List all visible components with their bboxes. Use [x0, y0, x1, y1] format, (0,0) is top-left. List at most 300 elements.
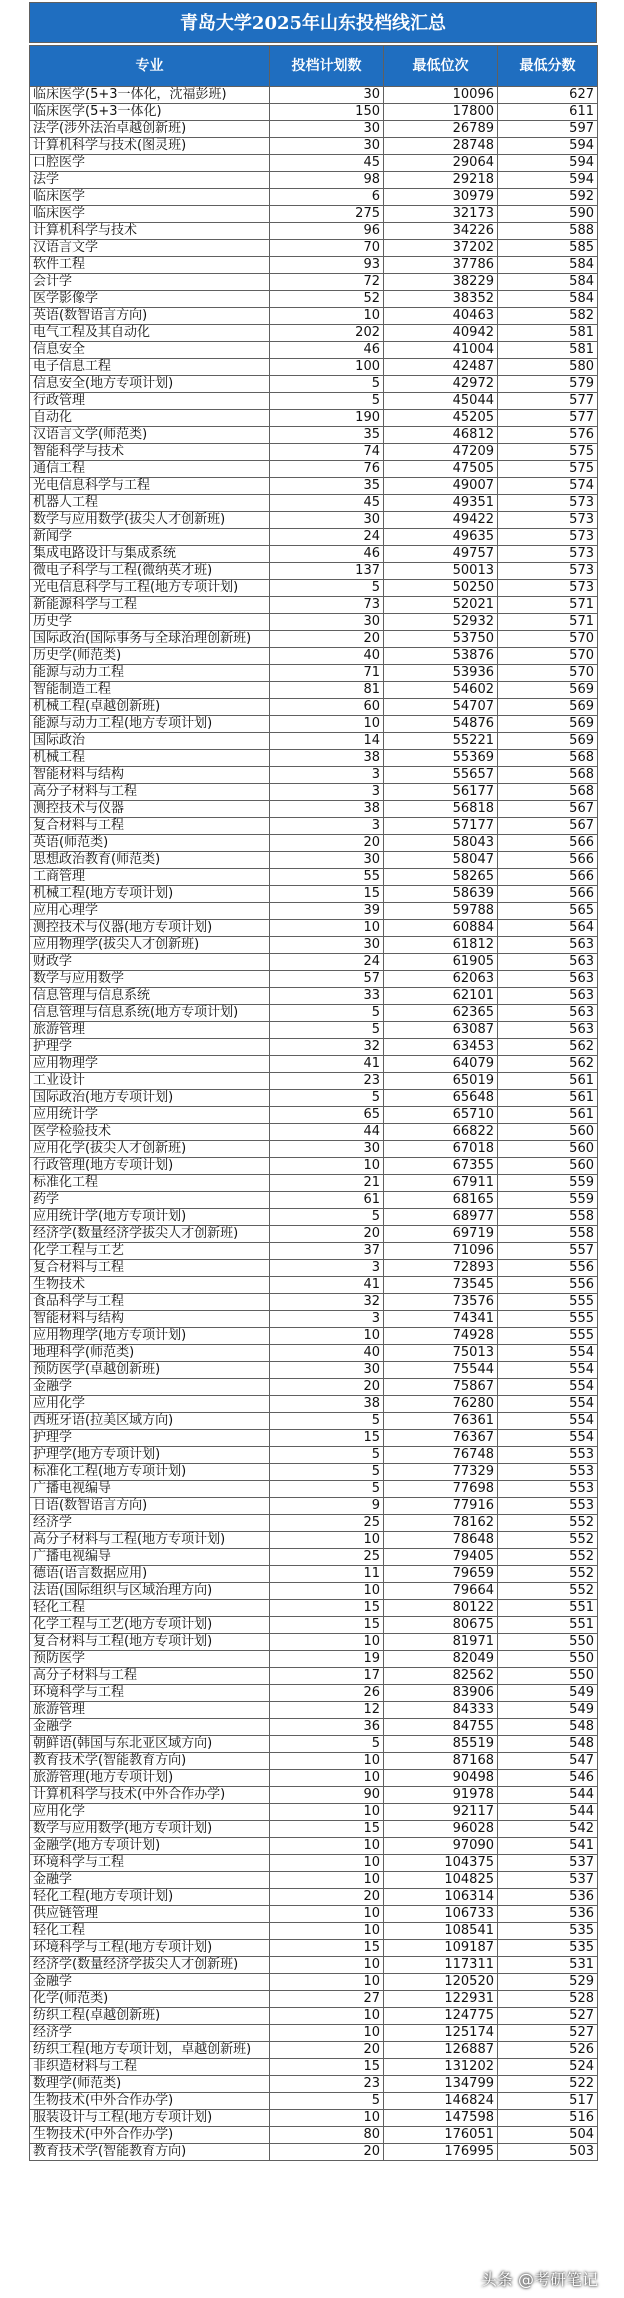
cell-plan-count: 15 — [270, 1940, 384, 1957]
cell-major: 工业设计 — [30, 1073, 270, 1090]
cell-min-rank: 87168 — [384, 1753, 498, 1770]
cell-plan-count: 70 — [270, 240, 384, 257]
cell-min-rank: 82562 — [384, 1668, 498, 1685]
cell-min-score: 569 — [498, 682, 598, 699]
cell-min-score: 529 — [498, 1974, 598, 1991]
cell-plan-count: 20 — [270, 1379, 384, 1396]
cell-major: 会计学 — [30, 274, 270, 291]
cell-major: 复合材料与工程 — [30, 1260, 270, 1277]
cell-major: 软件工程 — [30, 257, 270, 274]
cell-major: 应用物理学(地方专项计划) — [30, 1328, 270, 1345]
table-row — [30, 801, 598, 818]
table-row — [30, 359, 598, 376]
cell-major: 旅游管理 — [30, 1022, 270, 1039]
cell-plan-count: 38 — [270, 1396, 384, 1413]
cell-plan-count: 5 — [270, 1464, 384, 1481]
cell-min-rank: 176995 — [384, 2144, 498, 2161]
cell-min-score: 561 — [498, 1073, 598, 1090]
cell-min-rank: 79405 — [384, 1549, 498, 1566]
table-row — [30, 1940, 598, 1957]
cell-plan-count: 14 — [270, 733, 384, 750]
table-row — [30, 1991, 598, 2008]
cell-min-score: 611 — [498, 104, 598, 121]
cell-min-score: 573 — [498, 512, 598, 529]
cell-min-rank: 52932 — [384, 614, 498, 631]
cell-min-score: 560 — [498, 1124, 598, 1141]
cell-major: 临床医学 — [30, 189, 270, 206]
table-row — [30, 546, 598, 563]
cell-major: 法学(涉外法治卓越创新班) — [30, 121, 270, 138]
table-row — [30, 1413, 598, 1430]
table-row — [30, 138, 598, 155]
cell-major: 能源与动力工程 — [30, 665, 270, 682]
cell-major: 自动化 — [30, 410, 270, 427]
cell-min-rank: 50250 — [384, 580, 498, 597]
cell-min-rank: 74928 — [384, 1328, 498, 1345]
table-row — [30, 716, 598, 733]
cell-major: 国际政治(国际事务与全球治理创新班) — [30, 631, 270, 648]
cell-min-score: 550 — [498, 1634, 598, 1651]
cell-major: 朝鲜语(韩国与东北亚区域方向) — [30, 1736, 270, 1753]
cell-min-score: 580 — [498, 359, 598, 376]
cell-min-rank: 38352 — [384, 291, 498, 308]
table-row — [30, 1685, 598, 1702]
cell-min-rank: 62365 — [384, 1005, 498, 1022]
cell-min-rank: 49422 — [384, 512, 498, 529]
cell-min-score: 553 — [498, 1447, 598, 1464]
cell-major: 供应链管理 — [30, 1906, 270, 1923]
cell-plan-count: 3 — [270, 1260, 384, 1277]
cell-plan-count: 32 — [270, 1294, 384, 1311]
cell-min-score: 594 — [498, 155, 598, 172]
cell-plan-count: 10 — [270, 1804, 384, 1821]
cell-min-score: 553 — [498, 1498, 598, 1515]
cell-major: 临床医学 — [30, 206, 270, 223]
table-row — [30, 1277, 598, 1294]
cell-plan-count: 5 — [270, 1022, 384, 1039]
cell-min-rank: 57177 — [384, 818, 498, 835]
table-row — [30, 393, 598, 410]
table-row — [30, 1362, 598, 1379]
cell-plan-count: 35 — [270, 478, 384, 495]
cell-min-score: 585 — [498, 240, 598, 257]
cell-plan-count: 30 — [270, 87, 384, 104]
table-row — [30, 1974, 598, 1991]
cell-plan-count: 10 — [270, 1838, 384, 1855]
cell-plan-count: 15 — [270, 2059, 384, 2076]
cell-major: 法语(国际组织与区域治理方向) — [30, 1583, 270, 1600]
cell-min-score: 556 — [498, 1260, 598, 1277]
cell-major: 高分子材料与工程(地方专项计划) — [30, 1532, 270, 1549]
cell-min-rank: 49635 — [384, 529, 498, 546]
cell-min-rank: 42487 — [384, 359, 498, 376]
table-row — [30, 1736, 598, 1753]
cell-min-rank: 104825 — [384, 1872, 498, 1889]
cell-plan-count: 41 — [270, 1056, 384, 1073]
cell-min-rank: 74341 — [384, 1311, 498, 1328]
table-row — [30, 172, 598, 189]
cell-min-score: 531 — [498, 1957, 598, 1974]
table-row — [30, 648, 598, 665]
table-row — [30, 2127, 598, 2144]
cell-min-score: 516 — [498, 2110, 598, 2127]
table-row — [30, 1073, 598, 1090]
cell-plan-count: 5 — [270, 1090, 384, 1107]
table-row — [30, 818, 598, 835]
cell-min-rank: 37786 — [384, 257, 498, 274]
cell-major: 环境科学与工程 — [30, 1685, 270, 1702]
table-row — [30, 2110, 598, 2127]
cell-plan-count: 10 — [270, 1328, 384, 1345]
cell-plan-count: 38 — [270, 801, 384, 818]
cell-min-rank: 77329 — [384, 1464, 498, 1481]
cell-min-score: 569 — [498, 699, 598, 716]
cell-min-rank: 71096 — [384, 1243, 498, 1260]
cell-major: 应用统计学 — [30, 1107, 270, 1124]
cell-min-score: 535 — [498, 1940, 598, 1957]
cell-min-score: 541 — [498, 1838, 598, 1855]
cell-min-score: 542 — [498, 1821, 598, 1838]
cell-min-score: 567 — [498, 818, 598, 835]
table-row — [30, 512, 598, 529]
cell-min-rank: 50013 — [384, 563, 498, 580]
cell-min-rank: 134799 — [384, 2076, 498, 2093]
cell-major: 非织造材料与工程 — [30, 2059, 270, 2076]
cell-min-score: 555 — [498, 1294, 598, 1311]
cell-major: 经济学(数量经济学拔尖人才创新班) — [30, 1226, 270, 1243]
cell-major: 信息管理与信息系统(地方专项计划) — [30, 1005, 270, 1022]
cell-min-rank: 63453 — [384, 1039, 498, 1056]
cell-major: 通信工程 — [30, 461, 270, 478]
cell-min-rank: 58043 — [384, 835, 498, 852]
cell-major: 国际政治(地方专项计划) — [30, 1090, 270, 1107]
table-row — [30, 1906, 598, 1923]
cell-major: 广播电视编导 — [30, 1549, 270, 1566]
cell-major: 生物技术 — [30, 1277, 270, 1294]
cell-min-rank: 29064 — [384, 155, 498, 172]
cell-major: 旅游管理(地方专项计划) — [30, 1770, 270, 1787]
table-row — [30, 1753, 598, 1770]
cell-plan-count: 15 — [270, 1600, 384, 1617]
table-row — [30, 937, 598, 954]
table-row — [30, 1209, 598, 1226]
cell-min-rank: 117311 — [384, 1957, 498, 1974]
cell-plan-count: 10 — [270, 1753, 384, 1770]
table-row — [30, 1039, 598, 1056]
cell-plan-count: 10 — [270, 308, 384, 325]
cell-plan-count: 20 — [270, 631, 384, 648]
cell-min-rank: 90498 — [384, 1770, 498, 1787]
table-row — [30, 1804, 598, 1821]
cell-plan-count: 10 — [270, 1923, 384, 1940]
cell-plan-count: 44 — [270, 1124, 384, 1141]
cell-major: 英语(数智语言方向) — [30, 308, 270, 325]
table-row — [30, 2059, 598, 2076]
cell-major: 医学检验技术 — [30, 1124, 270, 1141]
cell-min-rank: 65019 — [384, 1073, 498, 1090]
table-row — [30, 1617, 598, 1634]
cell-min-score: 584 — [498, 291, 598, 308]
cell-min-rank: 96028 — [384, 1821, 498, 1838]
cell-min-score: 550 — [498, 1651, 598, 1668]
cell-min-rank: 29218 — [384, 172, 498, 189]
cell-major: 机器人工程 — [30, 495, 270, 512]
cell-plan-count: 12 — [270, 1702, 384, 1719]
cell-plan-count: 40 — [270, 1345, 384, 1362]
cell-min-score: 535 — [498, 1923, 598, 1940]
cell-plan-count: 30 — [270, 614, 384, 631]
cell-min-score: 560 — [498, 1158, 598, 1175]
cell-plan-count: 35 — [270, 427, 384, 444]
cell-major: 生物技术(中外合作办学) — [30, 2093, 270, 2110]
cell-major: 复合材料与工程(地方专项计划) — [30, 1634, 270, 1651]
cell-plan-count: 25 — [270, 1515, 384, 1532]
cell-min-score: 592 — [498, 189, 598, 206]
table-row — [30, 1294, 598, 1311]
table-row — [30, 1464, 598, 1481]
cell-min-score: 558 — [498, 1226, 598, 1243]
cell-min-rank: 41004 — [384, 342, 498, 359]
cell-min-score: 563 — [498, 1022, 598, 1039]
table-row — [30, 665, 598, 682]
cell-major: 生物技术(中外合作办学) — [30, 2127, 270, 2144]
cell-major: 信息安全 — [30, 342, 270, 359]
cell-major: 智能材料与结构 — [30, 1311, 270, 1328]
cell-min-rank: 55657 — [384, 767, 498, 784]
table-row — [30, 580, 598, 597]
table-row — [30, 2008, 598, 2025]
cell-min-rank: 30979 — [384, 189, 498, 206]
cell-min-score: 536 — [498, 1906, 598, 1923]
cell-plan-count: 10 — [270, 1634, 384, 1651]
table-row — [30, 1838, 598, 1855]
table-row — [30, 1260, 598, 1277]
cell-plan-count: 10 — [270, 1974, 384, 1991]
cell-major: 微电子科学与工程(微纳英才班) — [30, 563, 270, 580]
cell-min-rank: 54602 — [384, 682, 498, 699]
cell-plan-count: 24 — [270, 529, 384, 546]
cell-min-score: 563 — [498, 1005, 598, 1022]
table-row — [30, 342, 598, 359]
cell-plan-count: 6 — [270, 189, 384, 206]
table-row — [30, 1957, 598, 1974]
cell-major: 信息安全(地方专项计划) — [30, 376, 270, 393]
table-row — [30, 1515, 598, 1532]
cell-min-score: 553 — [498, 1464, 598, 1481]
cell-min-score: 627 — [498, 87, 598, 104]
cell-plan-count: 36 — [270, 1719, 384, 1736]
cell-min-score: 561 — [498, 1090, 598, 1107]
table-row — [30, 1719, 598, 1736]
cell-min-rank: 54707 — [384, 699, 498, 716]
cell-plan-count: 30 — [270, 138, 384, 155]
cell-plan-count: 5 — [270, 1736, 384, 1753]
cell-plan-count: 27 — [270, 1991, 384, 2008]
table-row — [30, 2093, 598, 2110]
cell-plan-count: 190 — [270, 410, 384, 427]
cell-major: 纺织工程(卓越创新班) — [30, 2008, 270, 2025]
table-row — [30, 954, 598, 971]
cell-major: 日语(数智语言方向) — [30, 1498, 270, 1515]
cell-major: 应用化学 — [30, 1804, 270, 1821]
cell-major: 汉语言文学 — [30, 240, 270, 257]
table-row — [30, 1311, 598, 1328]
table-row — [30, 1328, 598, 1345]
table-row — [30, 614, 598, 631]
cell-plan-count: 10 — [270, 1906, 384, 1923]
cell-plan-count: 25 — [270, 1549, 384, 1566]
cell-major: 地理科学(师范类) — [30, 1345, 270, 1362]
cell-major: 财政学 — [30, 954, 270, 971]
cell-plan-count: 5 — [270, 1447, 384, 1464]
table-row — [30, 1600, 598, 1617]
cell-min-score: 554 — [498, 1379, 598, 1396]
cell-major: 机械工程 — [30, 750, 270, 767]
cell-min-score: 574 — [498, 478, 598, 495]
cell-min-score: 594 — [498, 172, 598, 189]
cell-plan-count: 52 — [270, 291, 384, 308]
cell-min-rank: 68165 — [384, 1192, 498, 1209]
table-row — [30, 835, 598, 852]
cell-min-rank: 42972 — [384, 376, 498, 393]
cell-min-score: 576 — [498, 427, 598, 444]
table-row — [30, 597, 598, 614]
cell-min-rank: 53876 — [384, 648, 498, 665]
cell-plan-count: 17 — [270, 1668, 384, 1685]
cell-plan-count: 5 — [270, 393, 384, 410]
cell-min-rank: 65710 — [384, 1107, 498, 1124]
cell-min-rank: 38229 — [384, 274, 498, 291]
cell-major: 机械工程(地方专项计划) — [30, 886, 270, 903]
cell-plan-count: 30 — [270, 937, 384, 954]
cell-min-rank: 106733 — [384, 1906, 498, 1923]
cell-min-score: 554 — [498, 1345, 598, 1362]
cell-min-score: 563 — [498, 937, 598, 954]
cell-min-score: 526 — [498, 2042, 598, 2059]
table-row — [30, 1566, 598, 1583]
cell-major: 旅游管理 — [30, 1702, 270, 1719]
cell-min-rank: 66822 — [384, 1124, 498, 1141]
cell-min-rank: 82049 — [384, 1651, 498, 1668]
cell-major: 经济学 — [30, 1515, 270, 1532]
cell-min-rank: 54876 — [384, 716, 498, 733]
cell-plan-count: 74 — [270, 444, 384, 461]
cell-min-score: 559 — [498, 1192, 598, 1209]
table-row — [30, 1056, 598, 1073]
cell-min-score: 517 — [498, 2093, 598, 2110]
cell-min-score: 522 — [498, 2076, 598, 2093]
cell-min-score: 573 — [498, 529, 598, 546]
cell-major: 新能源科学与工程 — [30, 597, 270, 614]
table-row — [30, 1583, 598, 1600]
cell-plan-count: 76 — [270, 461, 384, 478]
cell-min-score: 554 — [498, 1430, 598, 1447]
cell-major: 环境科学与工程 — [30, 1855, 270, 1872]
cell-plan-count: 3 — [270, 1311, 384, 1328]
cell-min-rank: 53936 — [384, 665, 498, 682]
cell-major: 服装设计与工程(地方专项计划) — [30, 2110, 270, 2127]
cell-major: 法学 — [30, 172, 270, 189]
cell-major: 光电信息科学与工程 — [30, 478, 270, 495]
cell-major: 临床医学(5+3一体化) — [30, 104, 270, 121]
cell-major: 护理学 — [30, 1430, 270, 1447]
cell-min-score: 552 — [498, 1583, 598, 1600]
cell-min-score: 554 — [498, 1413, 598, 1430]
cell-min-rank: 147598 — [384, 2110, 498, 2127]
cell-major: 电子信息工程 — [30, 359, 270, 376]
cell-min-rank: 49757 — [384, 546, 498, 563]
cell-major: 标准化工程(地方专项计划) — [30, 1464, 270, 1481]
cell-min-score: 581 — [498, 342, 598, 359]
table-row — [30, 1090, 598, 1107]
table-row — [30, 1889, 598, 1906]
cell-min-score: 573 — [498, 495, 598, 512]
cell-plan-count: 30 — [270, 1141, 384, 1158]
cell-major: 信息管理与信息系统 — [30, 988, 270, 1005]
cell-plan-count: 80 — [270, 2127, 384, 2144]
table-row — [30, 2076, 598, 2093]
cell-min-rank: 76748 — [384, 1447, 498, 1464]
cell-min-score: 573 — [498, 546, 598, 563]
table-row — [30, 1872, 598, 1889]
table-row — [30, 427, 598, 444]
table-row — [30, 325, 598, 342]
cell-min-score: 553 — [498, 1481, 598, 1498]
cell-min-score: 504 — [498, 2127, 598, 2144]
cell-plan-count: 10 — [270, 1770, 384, 1787]
cell-min-rank: 56818 — [384, 801, 498, 818]
cell-plan-count: 10 — [270, 2025, 384, 2042]
table-row — [30, 869, 598, 886]
cell-plan-count: 26 — [270, 1685, 384, 1702]
cell-major: 临床医学(5+3一体化，沈福彭班) — [30, 87, 270, 104]
cell-min-score: 573 — [498, 563, 598, 580]
table-row — [30, 852, 598, 869]
cell-plan-count: 5 — [270, 1481, 384, 1498]
cell-major: 智能材料与结构 — [30, 767, 270, 784]
cell-plan-count: 72 — [270, 274, 384, 291]
cell-min-rank: 45044 — [384, 393, 498, 410]
cell-min-rank: 84333 — [384, 1702, 498, 1719]
cell-min-rank: 58639 — [384, 886, 498, 903]
cell-plan-count: 10 — [270, 1583, 384, 1600]
cell-min-rank: 75544 — [384, 1362, 498, 1379]
cell-plan-count: 46 — [270, 342, 384, 359]
cell-plan-count: 40 — [270, 648, 384, 665]
column-header-major: 专业 — [30, 46, 270, 87]
cell-min-rank: 68977 — [384, 1209, 498, 1226]
cell-min-score: 554 — [498, 1396, 598, 1413]
table-row — [30, 478, 598, 495]
cell-min-rank: 73576 — [384, 1294, 498, 1311]
cell-major: 轻化工程 — [30, 1923, 270, 1940]
cell-min-score: 547 — [498, 1753, 598, 1770]
cell-plan-count: 10 — [270, 716, 384, 733]
cell-min-score: 560 — [498, 1141, 598, 1158]
table-row — [30, 1107, 598, 1124]
table-row — [30, 750, 598, 767]
cell-min-rank: 55221 — [384, 733, 498, 750]
cell-major: 行政管理(地方专项计划) — [30, 1158, 270, 1175]
cell-min-rank: 75013 — [384, 1345, 498, 1362]
cell-major: 国际政治 — [30, 733, 270, 750]
cell-min-score: 527 — [498, 2025, 598, 2042]
cell-min-rank: 79664 — [384, 1583, 498, 1600]
cell-major: 食品科学与工程 — [30, 1294, 270, 1311]
cell-major: 护理学(地方专项计划) — [30, 1447, 270, 1464]
cell-min-score: 557 — [498, 1243, 598, 1260]
cell-min-rank: 126887 — [384, 2042, 498, 2059]
